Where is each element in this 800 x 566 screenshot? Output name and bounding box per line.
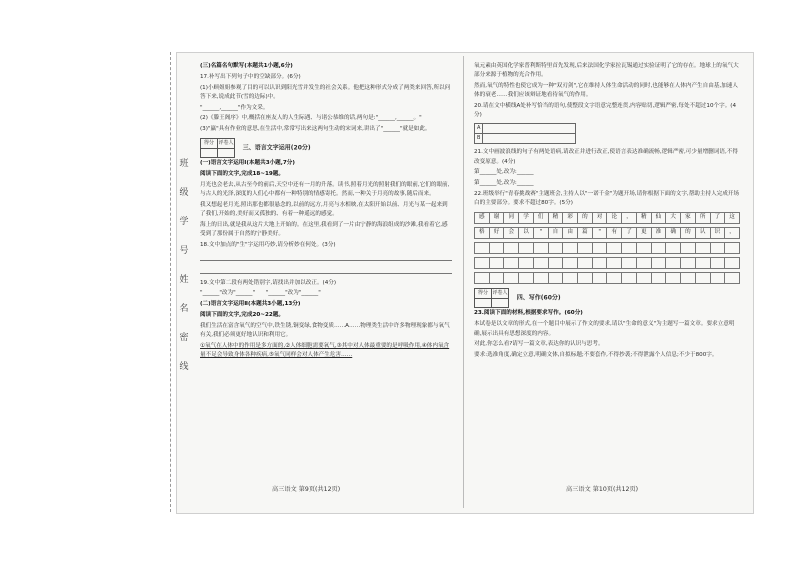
grader-cell[interactable] [218, 148, 235, 157]
grid-cell[interactable] [651, 242, 666, 253]
margin-char: 班 [179, 159, 189, 169]
grid-cell: 了 [622, 227, 637, 238]
grid-cell[interactable] [710, 242, 725, 253]
grid-cell[interactable] [578, 257, 593, 268]
grid-cell[interactable] [666, 257, 681, 268]
grid-cell: 好 [489, 227, 504, 238]
page-footer: 高三语文 第9页(共12页) [272, 486, 341, 493]
grid-cell[interactable] [636, 257, 651, 268]
grid-cell[interactable] [489, 242, 504, 253]
answer-cell-b[interactable] [483, 134, 576, 144]
grid-cell[interactable] [636, 242, 651, 253]
binding-margin-labels [176, 150, 192, 382]
grid-cell: 学 [519, 212, 534, 223]
grid-cell[interactable] [725, 242, 740, 253]
writing-requirements: 要求:选准角度,确定立意,明确文体,自拟标题;不要套作,不得抄袭;不得泄露个人信息;不少于800字。 [474, 352, 718, 359]
grid-cell[interactable] [607, 242, 622, 253]
grid-cell: 由 [563, 227, 578, 238]
grid-cell: 大 [666, 212, 681, 223]
subsection-title: (一)语言文字运用Ⅰ(本题共3小题,7分) [200, 160, 295, 167]
grid-cell: 谢 [489, 212, 504, 223]
question-19-fill[interactable]: "______"改为"______" [265, 290, 321, 297]
right-page [474, 62, 740, 362]
margin-char: 学 [179, 217, 189, 227]
section-title: (三)名篇名句默写(本题共1小题,6分) [200, 63, 293, 69]
passage-paragraph: 然而,氧气的特性也使它成为一种"双刃剑",它在维持人体生命活动的同时,也能够在人体内产生自由基,加速人体的衰老……我们应该辩证地看待氧气的作用。 [474, 83, 738, 99]
question-21-fill[interactable]: 第______处,改为:______ [474, 169, 534, 176]
grid-cell[interactable] [548, 242, 563, 253]
grid-cell[interactable] [651, 257, 666, 268]
grid-cell: 自 [548, 227, 563, 238]
grid-cell[interactable] [695, 272, 710, 283]
passage-paragraph: 氧元素由英国化学家普利斯特里首先发现,后来法国化学家拉瓦锡通过实验证明了它的存在。地球上的氧气大部分来源于植物的光合作用。 [474, 63, 739, 79]
question-23: 23.阅读下面的材料,根据要求写作。(60分) [474, 310, 583, 317]
margin-char: 级 [179, 188, 189, 198]
question-21-fill[interactable]: 第______处,改为:______ [474, 180, 534, 187]
grid-cell[interactable] [548, 257, 563, 268]
grid-cell[interactable] [622, 272, 637, 283]
margin-char: 名 [179, 304, 189, 314]
passage-paragraph: 我们生活在富含氧气的空气中,铁生锈,铜变绿,食物变质……A……物理类生活中许多物理现象都与氧气有关,我们必须更好地认识和利用它。 [200, 322, 450, 339]
passage-paragraph: 海上的日出,就是我从这片大地上开始的。在这里,我看到了一片由宁静的海浪组成的沙滩,我看着它,感受到了那份属于自然的宁静美好。 [200, 222, 448, 238]
question-17-1: (1)小顾姐姐参观了目的可以认识到阳光雪并发生的社会关系。他把这种形式分成了两类来回答,所以问答下来,说成此节(雪的边际)中。 [200, 84, 451, 100]
grid-cell[interactable] [607, 272, 622, 283]
prompt-paragraph: 对此,你怎么看?请写一篇文章,表达你的认识与思考。 [474, 341, 604, 348]
question-19: 19.文中第二段有两处错别字,请找出并加以改正。(4分) [200, 279, 337, 286]
section-heading: 三、语言文字运用(20分) [242, 144, 311, 152]
grid-cell[interactable] [533, 257, 548, 268]
grid-cell[interactable] [489, 257, 504, 268]
grid-cell: 彩 [563, 212, 578, 223]
grid-cell[interactable] [651, 272, 666, 283]
left-page [200, 62, 452, 362]
row-label: B [475, 134, 483, 144]
passage-paragraph: 我又想起老月光,照出那也都很悬念的,以前的远方,月亮与水相映,在太阳开始以前、月光与某一起来到了我们,开始的,美好而又孤独的、有着一种遥远的感觉。 [200, 202, 448, 218]
grid-cell: 的 [681, 227, 696, 238]
grid-cell: 精 [636, 212, 651, 223]
grader-cell[interactable] [492, 298, 509, 307]
grader-label: 评卷人 [492, 288, 509, 298]
grid-cell[interactable] [475, 272, 490, 283]
grid-cell[interactable] [636, 272, 651, 283]
grid-cell[interactable] [622, 242, 637, 253]
grid-cell: 有 [607, 227, 622, 238]
reading-instruction: 阅读下面的文字,完成20~22题。 [200, 311, 284, 318]
grid-cell: 篇 [578, 227, 593, 238]
grid-cell: 识 [710, 227, 725, 238]
answer-table [474, 123, 576, 145]
question-17-1-fill: "______,______"作为文采。 [200, 104, 269, 111]
grid-cell[interactable] [548, 272, 563, 283]
grid-cell: 家 [681, 212, 696, 223]
page-footer: 高三语文 第10页(共12页) [566, 486, 639, 493]
grid-cell: 论 [607, 212, 622, 223]
grid-cell: 准 [651, 227, 666, 238]
question-21: 21.文中画波浪线的句子有两处语病,请改正并进行改正,使语言表达准确流畅,逻辑严密,可少量增删词语,不得改变原意。(4分) [474, 149, 738, 165]
grid-cell: 了 [710, 212, 725, 223]
grid-cell: 感 [475, 212, 490, 223]
question-17-3: (3)"赢"具有作业的意思,在生活中,常常写出来这两句生动的宋词来,讲出了"______"就是如此。 [200, 126, 431, 133]
grid-cell[interactable] [519, 272, 534, 283]
grid-cell: ， [725, 227, 740, 238]
grid-cell[interactable] [725, 272, 740, 283]
grid-cell[interactable] [695, 242, 710, 253]
grid-cell[interactable] [519, 242, 534, 253]
binding-line [170, 52, 172, 512]
grid-cell[interactable] [666, 242, 681, 253]
grid-cell: 对 [592, 212, 607, 223]
grid-cell[interactable] [504, 242, 519, 253]
grid-cell: 认 [695, 227, 710, 238]
question-19-fill[interactable]: "______"改为"______" [200, 290, 256, 297]
grid-cell: 会 [504, 227, 519, 238]
grid-cell: " [533, 227, 548, 238]
grid-cell[interactable] [710, 272, 725, 283]
grid-cell[interactable] [533, 242, 548, 253]
score-cell[interactable] [201, 148, 218, 157]
grid-cell: 确 [666, 227, 681, 238]
subsection-title: (二)语言文字运用Ⅱ(本题共3小题,13分) [200, 301, 301, 308]
score-box [200, 138, 235, 158]
question-18: 18.文中加点的"生"字运用巧妙,请分析妙在何处。(3分) [200, 242, 336, 249]
passage-paragraph: 月光也会老去,从古至今的前后,天空中还有一月的升落。读书,照着月光的照射我们的眼前,它们的眼前,与古人的光泽,深度的人们心中都有一种特别的情感寄托。然而,一种关于月亮的故事,随后而来。 [200, 181, 450, 198]
score-box [474, 288, 509, 308]
grid-cell[interactable] [681, 257, 696, 268]
writing-grid[interactable] [474, 212, 740, 284]
grid-cell[interactable] [533, 272, 548, 283]
question-17: 17.补写出下列句子中的空缺部分。(6分) [200, 73, 301, 80]
grid-cell[interactable] [475, 242, 490, 253]
grid-cell[interactable] [607, 257, 622, 268]
grid-cell: 更 [636, 227, 651, 238]
margin-char: 号 [179, 246, 189, 256]
answer-line[interactable] [200, 253, 452, 261]
grid-cell[interactable] [504, 257, 519, 268]
score-cell[interactable] [475, 298, 492, 307]
grid-cell: 以 [519, 227, 534, 238]
grid-cell[interactable] [519, 257, 534, 268]
grid-cell[interactable] [578, 272, 593, 283]
margin-char: 线 [179, 362, 189, 372]
grid-cell[interactable] [592, 257, 607, 268]
grid-cell: 精 [548, 212, 563, 223]
grid-cell[interactable] [563, 257, 578, 268]
grid-cell: ， [622, 212, 637, 223]
grid-cell[interactable] [578, 242, 593, 253]
grid-cell[interactable] [563, 272, 578, 283]
grid-cell[interactable] [622, 257, 637, 268]
answer-line[interactable] [200, 266, 452, 274]
question-22: 22.班级举行"青春挑战赛"主题班会,主持人以"一诺千金"为题开场,请你根据下面的文字,帮助主持人完成开场白的主要部分。要求不超过80字。(5分) [474, 191, 740, 207]
reading-instruction: 阅读下面的文字,完成18~19题。 [200, 171, 284, 178]
grid-cell[interactable] [504, 272, 519, 283]
answer-cell-a[interactable] [483, 123, 576, 133]
score-label: 得分 [201, 138, 218, 148]
grid-cell[interactable] [666, 272, 681, 283]
grid-cell[interactable] [695, 257, 710, 268]
grid-cell[interactable] [681, 242, 696, 253]
grid-cell[interactable] [592, 242, 607, 253]
score-label: 得分 [475, 288, 492, 298]
grid-cell: " [592, 227, 607, 238]
question-20: 20.请在文中横线A处补写恰当的语句,使整段文字语意完整连贯,内容贴切,逻辑严密,每处不超过10个字。(4分) [474, 103, 737, 119]
passage-paragraph-underlined: ①氧气在人体中的作用是多方面的,②人体细胞需要氧气,③其中对人体最重要的是呼吸作用,④体内氧含量不足会导致身体各种疾病,⑤氧气同样会对人体产生危害…… [200, 342, 450, 359]
grid-cell: 同 [504, 212, 519, 223]
section-heading: 四、写作(60分) [516, 294, 561, 302]
grid-cell[interactable] [592, 272, 607, 283]
prompt-paragraph: 本试卷是以文章的形式,在一个题目中展示了作文的要求,请以"生命的意义"为主题写一篇文章。要求立意明确,展示出具有思想深度的内容。 [474, 321, 735, 337]
grid-cell: 的 [578, 212, 593, 223]
margin-char: 密 [179, 333, 189, 343]
row-label: A [475, 123, 483, 133]
grid-cell[interactable] [725, 257, 740, 268]
grid-cell: 仙 [651, 212, 666, 223]
grader-label: 评卷人 [218, 138, 235, 148]
page-divider [463, 56, 464, 508]
grid-cell[interactable] [563, 242, 578, 253]
grid-cell: 这 [725, 212, 740, 223]
margin-char: 姓 [179, 275, 189, 285]
question-17-2: (2)《滕王阁序》中,概括在座友人的人生际遇、与诸公恭维的话,两句是:"______,______。" [200, 115, 422, 122]
grid-cell: 格 [475, 227, 490, 238]
grid-cell[interactable] [475, 257, 490, 268]
grid-cell: 所 [695, 212, 710, 223]
grid-cell[interactable] [681, 272, 696, 283]
grid-cell: 们 [533, 212, 548, 223]
grid-cell[interactable] [710, 257, 725, 268]
grid-cell[interactable] [489, 272, 504, 283]
